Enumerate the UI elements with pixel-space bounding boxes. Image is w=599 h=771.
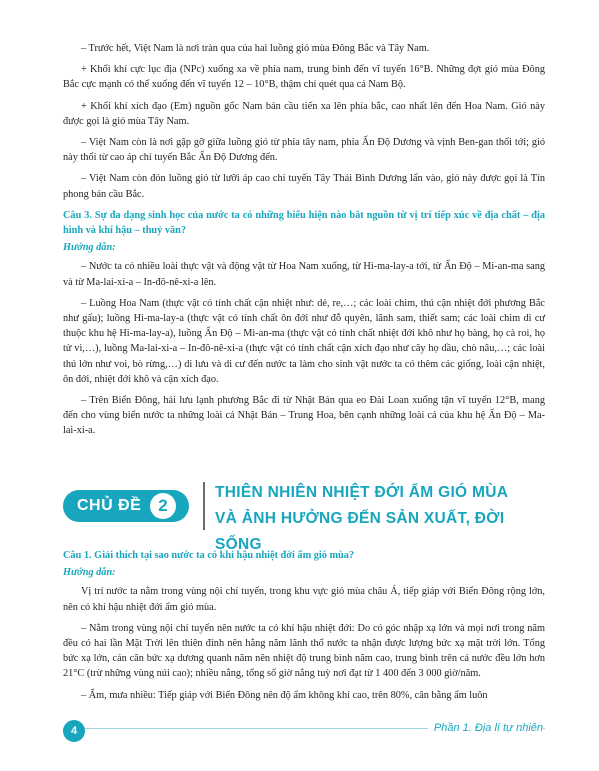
paragraph: – Trên Biển Đông, hải lưu lạnh phương Bắc đi từ Nhật Bản qua eo Đài Loan xuống tận vĩ tuyến 12°B, mang đến cho vùng biển nước ta những loài cá Nhật Bản – Trung Hoa, bên cạnh những loài cá của khu hệ Ấn Độ – Ma-lai-xi-a. bbox=[63, 395, 545, 437]
paragraph: – Việt Nam còn đón luồng gió từ lưỡi áp cao chí tuyến Tây Thái Bình Dương lấn vào, gió này được gọi là Tín phong bán cầu Bắc. bbox=[63, 173, 545, 200]
topic-divider bbox=[203, 482, 205, 530]
topic-title-line-2: VÀ ẢNH HƯỞNG ĐẾN SẢN XUẤT, ĐỜI SỐNG bbox=[215, 510, 505, 553]
topic-number: 2 bbox=[150, 493, 176, 519]
paragraph: – Ẩm, mưa nhiều: Tiếp giáp với Biển Đông nên độ ẩm không khí cao, trên 80%, cân bằng ẩm luôn bbox=[81, 689, 488, 701]
topic-title-line-1: THIÊN NHIÊN NHIỆT ĐỚI ẨM GIÓ MÙA bbox=[215, 484, 509, 501]
paragraph: – Trước hết, Việt Nam là nơi tràn qua của hai luồng gió mùa Đông Bắc và Tây Nam. bbox=[81, 43, 430, 54]
paragraph: – Nằm trong vùng nội chí tuyến nên nước ta có khí hậu nhiệt đới: Do có góc nhập xạ lớn và mọi nơi trong năm đều có hai lần Mặt Trời lên thiên đỉnh nên hằng năm lãnh thổ nước ta nhận được lượng bức xạ mặt trời lớn. Tổng bức xạ lớn, cán cân bức xạ dương quanh năm nên nhiệt độ trung bình năm cao, trung bình trên cả nước đều lớn hơn 21°C (trừ những vùng núi cao); nhiều nắng, tổng số giờ nắng tuỳ nơi đạt từ 1 400 đến 3 000 giờ/năm. bbox=[63, 622, 545, 680]
question-3-title: Câu 3. Sự đa dạng sinh học của nước ta có những biểu hiện nào bắt nguồn từ vị trí tiếp xúc về địa chất – địa hình và khí hậu – thuỷ văn? bbox=[63, 209, 545, 237]
paragraph: – Nước ta có nhiều loài thực vật và động vật từ Hoa Nam xuống, từ Hi-ma-lay-a tới, từ Ấn Độ – Mi-an-ma sang và từ Ma-lai-xi-a – In-đô-nê-xi-a lên. bbox=[63, 261, 545, 288]
topic-title bbox=[215, 480, 555, 558]
page-number: 4 bbox=[63, 720, 85, 742]
paragraph: + Khối khí cực lục địa (NPc) xuống xa về phía nam, trung bình đến vĩ tuyến 16°B. Những đợt gió mùa Đông Bắc cực mạnh có thể xuống đến vĩ tuyến 12 – 10°B, thậm chí quét qua cả Nam Bộ. bbox=[63, 64, 545, 91]
question-3-guide: Hướng dẫn: bbox=[63, 242, 116, 254]
question-1-title: Câu 1. Giải thích tại sao nước ta có khí hậu nhiệt đới ẩm gió mùa? bbox=[63, 550, 355, 561]
paragraph: + Khối khí xích đạo (Em) nguồn gốc Nam bán cầu tiến xa lên phía bắc, cao nhất lên đến Hoa Nam. Gió này được gọi là gió mùa Tây Nam. bbox=[63, 100, 545, 127]
paragraph: – Việt Nam còn là nơi gặp gỡ giữa luồng gió từ phía tây nam, phía Ấn Độ Dương và vịnh Ben-gan thổi tới; gió này thổi từ cao áp chí tuyến Bắc Ấn Độ Dương đến. bbox=[63, 137, 545, 164]
topic-badge bbox=[63, 490, 189, 522]
topic-label: CHỦ ĐỀ bbox=[77, 497, 142, 514]
footer-part-label: Phần 1. Địa lí tự nhiên bbox=[428, 722, 543, 734]
paragraph: – Luồng Hoa Nam (thực vật có tính chất cận nhiệt như: dẻ, re,…; các loài chim, thú cận nhiệt đới phương Bắc như gấu); luồng Hi-ma-lay-a (thực vật có tính chất ôn đới như đỗ quyên, lãnh sam, thiết sam; các loài chim di cư thuộc khu hệ Hi-ma-lay-a), luồng Ấn Độ – Mi-an-ma (thực vật có tính chất nhiệt đới khô như họ bàng, họ cà roi, họ tử vi,…), luồng Ma-lai-xi-a – In-đô-nê-xi-a (thực vật có tính chất cận xích đạo như cây họ dầu, chò nâu,…; các loài thú lớn như voi, bò rừng,…) di lưu và di cư đến nước ta làm cho sinh vật nước ta có thêm các giống, loài cận nhiệt, ôn đới, nhiệt đới khô và cận xích đạo. bbox=[63, 297, 545, 385]
paragraph: Vị trí nước ta nằm trong vùng nội chí tuyến, trong khu vực gió mùa châu Á, tiếp giáp với Biển Đông rộng lớn, nên có khí hậu nhiệt đới ẩm gió mùa. bbox=[63, 586, 545, 613]
section-question-1 bbox=[63, 548, 545, 709]
section-climate-winds bbox=[63, 41, 545, 445]
topic-header bbox=[63, 476, 553, 553]
question-1-guide: Hướng dẫn: bbox=[63, 567, 116, 579]
